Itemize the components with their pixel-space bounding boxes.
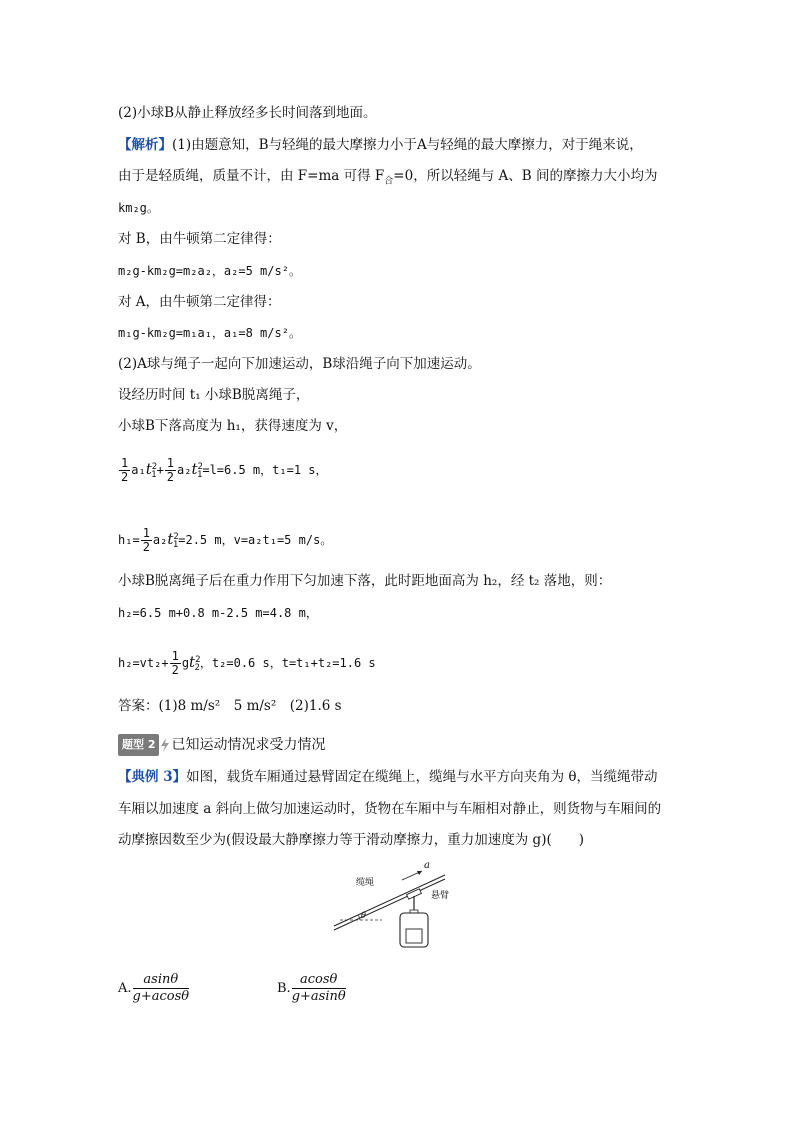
analysis-line-2: 由于是轻质绳，质量不计，由 F=ma 可得 $F_合=0$，所以轻绳与 A、B 间的摩擦力大小均为 (118, 168, 658, 187)
arm-label: 悬臂 (431, 891, 450, 901)
cable-car-diagram (330, 860, 450, 952)
choice-a[interactable]: A. $\frac{asin\theta}{g+acos\theta}$ (118, 972, 190, 1004)
equation-1: $\frac{1}{2}$ $a_1t^2_1+$ $\frac{1}{2}$ $a_2t^2_1=l=6.5$ m，t₁=1 s， (121, 456, 328, 484)
t1-intro: 设经历时间 t₁ 小球B脱离绳子， (118, 387, 310, 403)
example-line-3: 动摩擦因数至少为(假设最大静摩擦力等于滑动摩擦力，重力加速度为 g)( ) (118, 832, 584, 848)
example-line-1: 【典例 3】如图，载货车厢通过悬臂固定在缆绳上，缆绳与水平方向夹角为 θ，当缆绳带动 (118, 769, 658, 785)
equation-a: m₁g-km₂g=m₁a₁，a₁=8 m/s²。 (118, 326, 301, 340)
cable-label: 缆绳 (356, 878, 375, 888)
fall-text: 小球B脱离绳子后在重力作用下匀加速下落，此时距地面高为 h₂，经 t₂ 落地，则： (118, 573, 612, 589)
equation-3: h₂=6.5 m+0.8 m-2.5 m=4.8 m， (118, 606, 318, 620)
fraction-half: $\frac{1}{2}$ (121, 456, 129, 484)
for-b-text: 对 B，由牛顿第二定律得： (118, 231, 281, 247)
lightning-icon (160, 738, 170, 752)
equation-b: m₂g-km₂g=m₂a₂，a₂=5 m/s²。 (118, 264, 301, 278)
example-line-2: 车厢以加速度 a 斜向上做匀加速运动时，货物在车厢中与车厢相对静止，则货物与车厢间的 (118, 801, 662, 817)
equation-4: h₂=vt₂+ $\frac{1}{2}$ $gt^2_2$，t₂=0.6 s，t=t₁+t₂=1.6 s (118, 649, 376, 677)
analysis-label: 【解析】 (118, 137, 172, 153)
example-label: 【典例 3】 (118, 769, 187, 785)
choice-b[interactable]: B. $\frac{acos\theta}{g+asin\theta}$ (277, 972, 346, 1004)
analysis-line-1: 【解析】(1)由题意知，B与轻绳的最大摩擦力小于A与轻绳的最大摩擦力，对于绳来说， (118, 137, 643, 153)
answer-line: 答案：(1)8 m/s² 5 m/s² (2)1.6 s (118, 698, 342, 714)
part-2-text: (2)A球与绳子一起向下加速运动，B球沿绳子向下加速运动。 (118, 356, 481, 372)
accel-label: a (424, 860, 430, 871)
question-2: (2)小球B从静止释放经多长时间落到地面。 (118, 105, 377, 121)
equation-2: h₁= $\frac{1}{2}$ $a_2t^2_1=2.5$ m，v=a₂t₁=5 m/s。 (118, 526, 333, 554)
for-a-text: 对 A，由牛顿第二定律得： (118, 294, 281, 310)
analysis-line-3: km₂g。 (118, 201, 159, 215)
topic-heading: 题型 2 已知运动情况求受力情况 (118, 734, 325, 756)
angle-label: θ (361, 911, 366, 920)
h1-intro: 小球B下落高度为 h₁，获得速度为 v， (118, 418, 348, 434)
topic-badge: 题型 2 (118, 734, 159, 756)
